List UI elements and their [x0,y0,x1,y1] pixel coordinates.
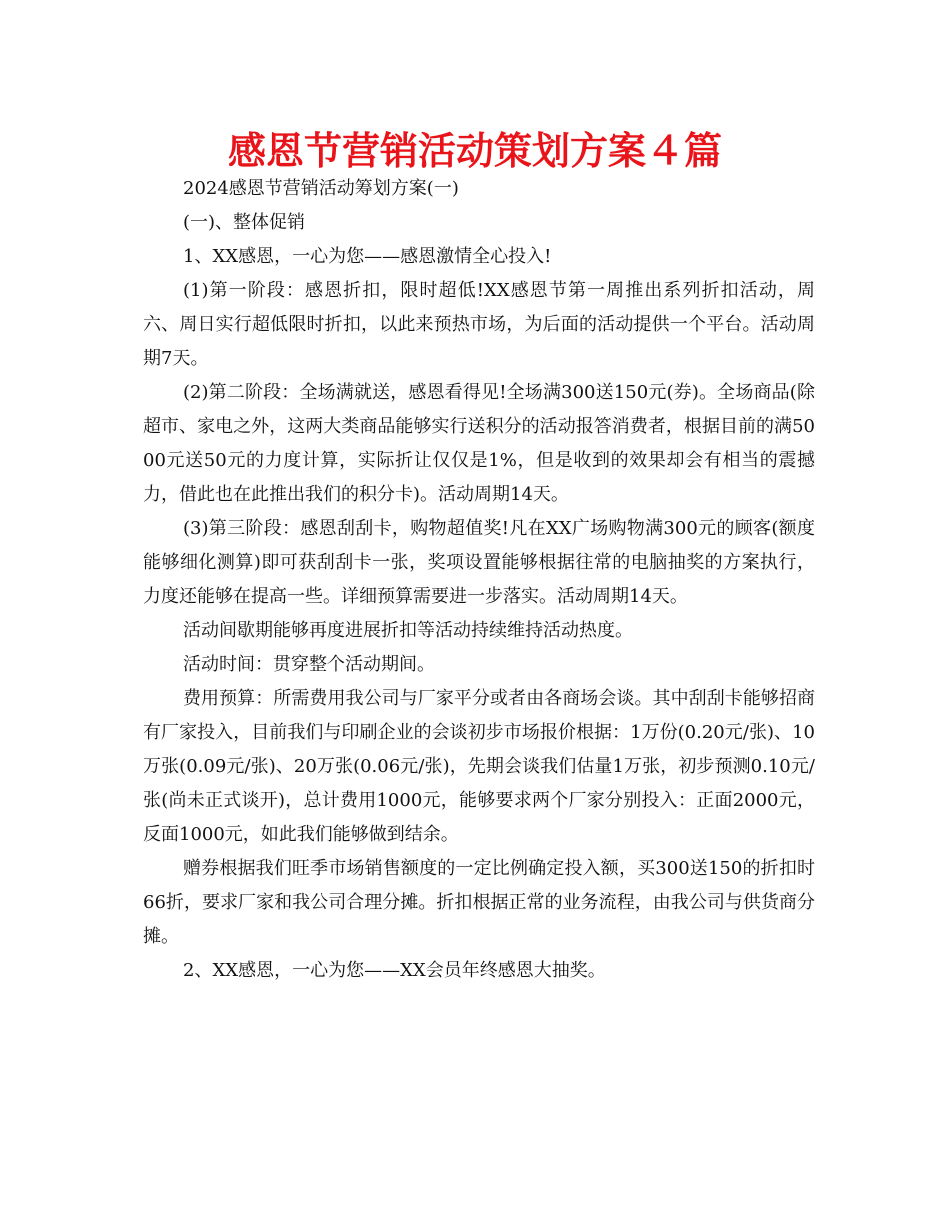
paragraph-stage-1: (1)第一阶段：感恩折扣，限时超低!XX感恩节第一周推出系列折扣活动，周六、周日实行超低限时折扣，以此来预热市场，为后面的活动提供一个平台。活动周期7天。 [143,280,815,369]
document-body [143,172,815,988]
paragraph-stage-3: (3)第三阶段：感恩刮刮卡，购物超值奖!凡在XX广场购物满300元的顾客(额度能够细化测算)即可获刮刮卡一张，奖项设置能够根据往常的电脑抽奖的方案执行，力度还能够在提高一些。详细预算需要进一步落实。活动周期14天。 [143,518,815,607]
paragraph-subtitle: 2024感恩节营销活动筹划方案(一) [183,178,459,199]
document-title: 感恩节营销活动策划方案４篇 [227,129,722,173]
paragraph-item-1: 1、XX感恩，一心为您——感恩激情全心投入! [183,246,552,267]
paragraph-interval: 活动间歇期能够再度进展折扣等活动持续维持活动热度。 [183,620,633,641]
paragraph-section-heading: (一)、整体促销 [183,212,306,233]
paragraph-activity-time: 活动时间：贯穿整个活动期间。 [183,654,435,675]
paragraph-budget: 费用预算：所需费用我公司与厂家平分或者由各商场会谈。其中刮刮卡能够招商有厂家投入，目前我们与印刷企业的会谈初步市场报价根据：1万份(0.20元/张)、10万张(0.09元/张)、20万张(0.06元/张)，先期会谈我们估量1万张，初步预测0.10元/张(尚未正式谈开)，总计费用1000元，能够要求两个厂家分别投入：正面2000元，反面1000元，如此我们能够做到结余。 [143,688,815,845]
paragraph-item-2: 2、XX感恩，一心为您——XX会员年终感恩大抽奖。 [183,960,606,981]
paragraph-coupons: 赠券根据我们旺季市场销售额度的一定比例确定投入额，买300送150的折扣时66折，要求厂家和我公司合理分摊。折扣根据正常的业务流程，由我公司与供货商分摊。 [143,858,815,947]
paragraph-stage-2: (2)第二阶段：全场满就送，感恩看得见!全场满300送150元(券)。全场商品(除超市、家电之外，这两大类商品能够实行送积分的活动报答消费者，根据目前的满5000元送50元的力度计算，实际折让仅仅是1%，但是收到的效果却会有相当的震撼力，借此也在此推出我们的积分卡)。活动周期14天。 [143,382,815,505]
